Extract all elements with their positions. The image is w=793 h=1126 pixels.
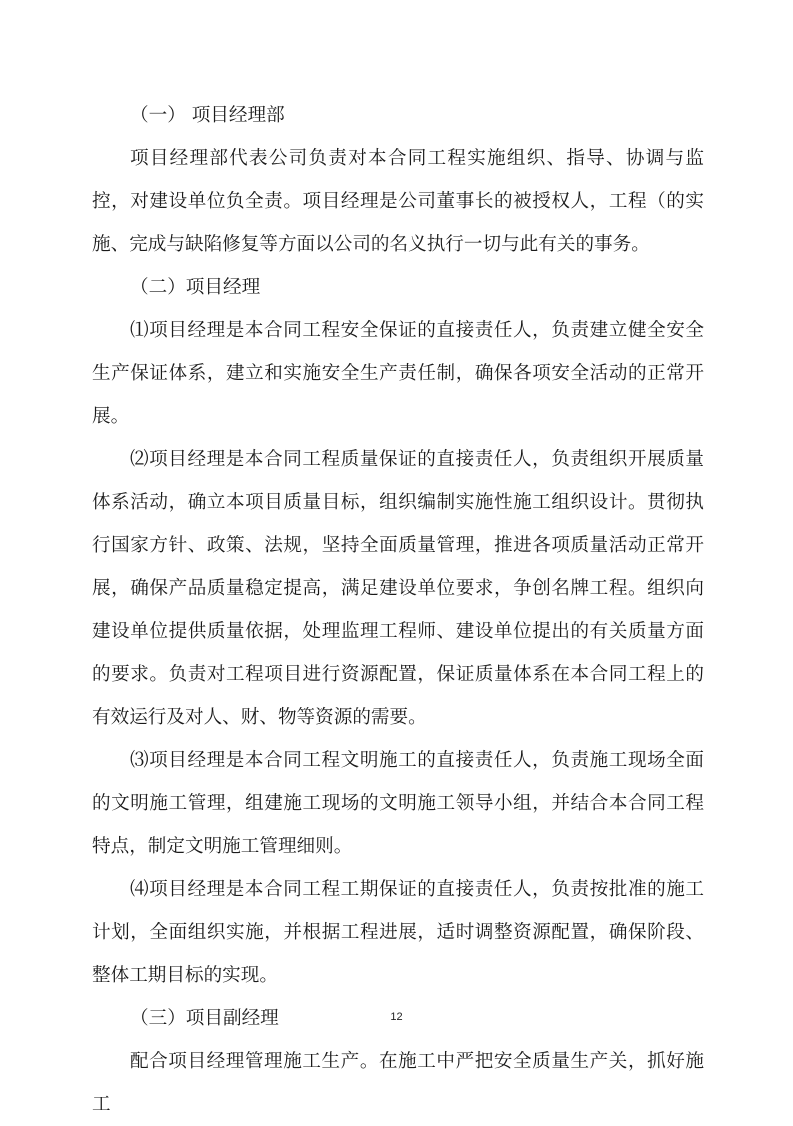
paragraph: ⑶项目经理是本合同工程文明施工的直接责任人，负责施工现场全面的文明施工管理，组建施工现场的文明施工领导小组，并结合本合同工程特点，制定文明施工管理细则。 bbox=[92, 750, 704, 857]
document-page bbox=[92, 94, 704, 1126]
section-heading-3: （三）项目副经理 bbox=[130, 1008, 279, 1029]
paragraph: 配合项目经理管理施工生产。在施工中严把安全质量生产关，抓好施工 bbox=[92, 1051, 704, 1115]
paragraph: ⑴项目经理是本合同工程安全保证的直接责任人，负责建立健全安全生产保证体系，建立和实施安全生产责任制，确保各项安全活动的正常开展。 bbox=[92, 320, 704, 427]
paragraph: ⑵项目经理是本合同工程质量保证的直接责任人，负责组织开展质量体系活动，确立本项目质量目标，组织编制实施性施工组织设计。贯彻执行国家方针、政策、法规，坚持全面质量管理，推进各项质量活动正常开展，确保产品质量稳定提高，满足建设单位要求，争创名牌工程。组织向建设单位提供质量依据，处理监理工程师、建设单位提出的有关质量方面的要求。负责对工程项目进行资源配置，保证质量体系在本合同工程上的有效运行及对人、财、物等资源的需要。 bbox=[92, 449, 704, 728]
section-heading-2: （二）项目经理 bbox=[130, 277, 261, 298]
paragraph: ⑷项目经理是本合同工程工期保证的直接责任人，负责按批准的施工计划，全面组织实施，并根据工程进展，适时调整资源配置，确保阶段、整体工期目标的实现。 bbox=[92, 879, 704, 986]
section-heading-1: （一） 项目经理部 bbox=[130, 105, 285, 126]
page-number: 12 bbox=[390, 1011, 403, 1023]
paragraph: 项目经理部代表公司负责对本合同工程实施组织、指导、协调与监控，对建设单位负全责。项目经理是公司董事长的被授权人，工程（的实施、完成与缺陷修复等方面以公司的名义执行一切与此有关的事务。 bbox=[92, 148, 704, 255]
